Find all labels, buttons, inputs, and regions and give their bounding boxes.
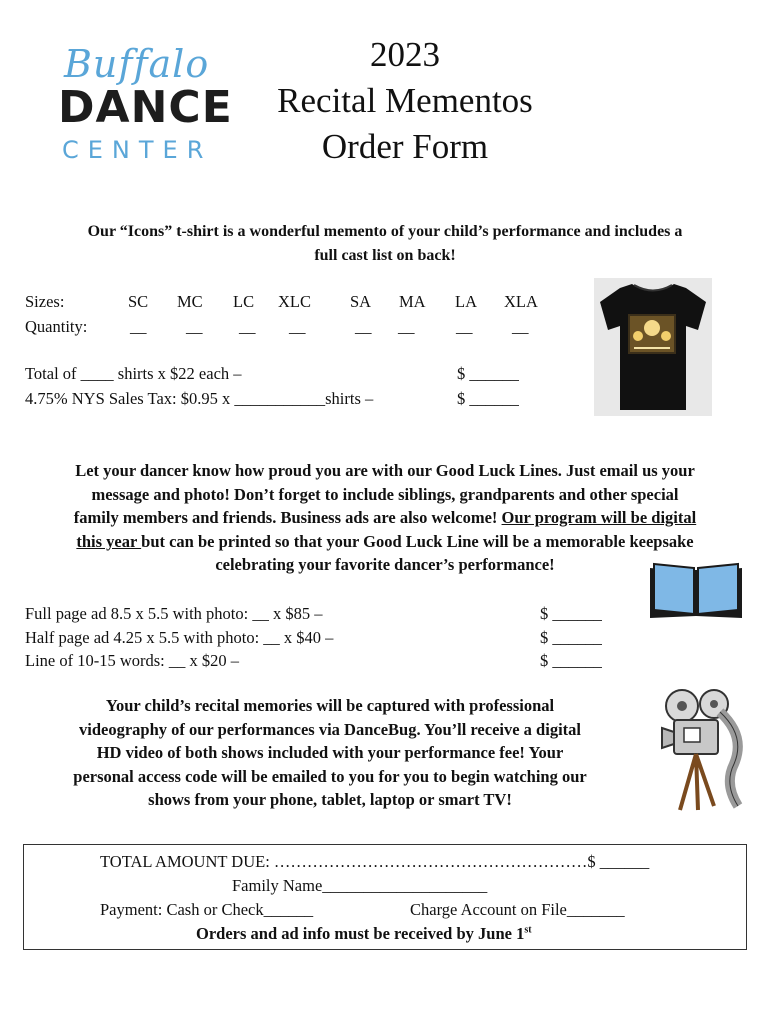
size-la: LA bbox=[455, 292, 477, 311]
title-line3: Order Form bbox=[321, 127, 489, 166]
tshirt-image bbox=[594, 278, 712, 416]
ad-line-amount[interactable]: $ ______ bbox=[540, 651, 602, 670]
good-luck-line4b: but can be printed so that your Good Luck Line will be a memorable keepsake bbox=[141, 531, 694, 551]
qty-mc[interactable]: __ bbox=[186, 317, 203, 336]
qty-xla[interactable]: __ bbox=[512, 317, 529, 336]
ad-full-page-amount[interactable]: $ ______ bbox=[540, 604, 602, 623]
good-luck-line3a: family members and friends. Business ads are also welcome! bbox=[73, 508, 502, 527]
this-year-note: this year bbox=[76, 531, 142, 551]
digital-program-note: Our program will be digital bbox=[501, 508, 697, 527]
ad-line-label: Line of 10-15 words: __ x $20 – bbox=[25, 651, 240, 670]
video-paragraph bbox=[20, 694, 640, 812]
logo bbox=[58, 42, 233, 164]
page-title bbox=[220, 32, 590, 170]
tshirt-intro-line1: Our “Icons” t-shirt is a wonderful memento of your child’s performance and includes a bbox=[87, 223, 683, 240]
size-xlc: XLC bbox=[278, 292, 311, 311]
video-line3: HD video of both shows included with your performance fee! Your bbox=[96, 743, 564, 762]
quantity-label: Quantity: bbox=[25, 317, 88, 336]
size-ma: MA bbox=[399, 292, 426, 311]
qty-la[interactable]: __ bbox=[456, 317, 473, 336]
shirt-total-amount[interactable]: $ ______ bbox=[457, 364, 519, 383]
charge-account[interactable]: Charge Account on File_______ bbox=[410, 900, 625, 919]
qty-lc[interactable]: __ bbox=[239, 317, 256, 336]
video-line5: shows from your phone, tablet, laptop or smart TV! bbox=[148, 790, 512, 809]
qty-sa[interactable]: __ bbox=[355, 317, 372, 336]
qty-ma[interactable]: __ bbox=[398, 317, 415, 336]
sizes-label: Sizes: bbox=[25, 292, 65, 311]
ad-full-page-label: Full page ad 8.5 x 5.5 with photo: __ x $85 – bbox=[25, 604, 323, 623]
size-sc: SC bbox=[128, 292, 149, 311]
payment-cash-check[interactable]: Payment: Cash or Check______ bbox=[100, 900, 314, 919]
tshirt-intro bbox=[20, 220, 750, 267]
size-xla: XLA bbox=[504, 292, 538, 311]
family-name-field[interactable]: Family Name____________________ bbox=[232, 876, 488, 895]
order-deadline bbox=[196, 924, 532, 944]
video-line1: Your child’s recital memories will be captured with professional bbox=[105, 696, 555, 715]
title-line2: Recital Mementos bbox=[277, 81, 533, 120]
size-mc: MC bbox=[177, 292, 203, 311]
title-year: 2023 bbox=[370, 35, 440, 74]
open-book-icon bbox=[646, 560, 746, 622]
logo-center: CENTER bbox=[62, 136, 213, 164]
ad-half-page-amount[interactable]: $ ______ bbox=[540, 628, 602, 647]
good-luck-line3 bbox=[12, 506, 758, 530]
order-deadline-suffix: st bbox=[524, 924, 532, 936]
sales-tax-amount[interactable]: $ ______ bbox=[457, 389, 519, 408]
tshirt-intro-line2: full cast list on back! bbox=[314, 246, 456, 264]
size-lc: LC bbox=[233, 292, 255, 311]
film-camera-icon bbox=[650, 684, 750, 816]
video-line4: personal access code will be emailed to you for you to begin watching our bbox=[73, 766, 587, 786]
size-sa: SA bbox=[350, 292, 372, 311]
good-luck-line1: Let your dancer know how proud you are with our Good Luck Lines. Just email us your bbox=[75, 461, 695, 480]
ad-half-page-label: Half page ad 4.25 x 5.5 with photo: __ x $40 – bbox=[25, 628, 334, 647]
good-luck-line5: celebrating your favorite dancer’s performance! bbox=[215, 555, 555, 574]
good-luck-line4 bbox=[12, 530, 758, 554]
logo-script: Buffalo bbox=[64, 42, 210, 86]
sales-tax-line: 4.75% NYS Sales Tax: $0.95 x ___________shirts – bbox=[25, 389, 374, 408]
order-deadline-text: Orders and ad info must be received by June 1 bbox=[196, 924, 525, 943]
logo-dance: DANCE bbox=[58, 82, 233, 133]
shirt-total-line: Total of ____ shirts x $22 each – bbox=[25, 364, 242, 383]
total-amount-due[interactable]: TOTAL AMOUNT DUE: …………………………………………………$ ______ bbox=[100, 852, 650, 871]
good-luck-paragraph bbox=[12, 459, 758, 577]
qty-sc[interactable]: __ bbox=[130, 317, 147, 336]
qty-xlc[interactable]: __ bbox=[289, 317, 306, 336]
good-luck-line2: message and photo! Don’t forget to include siblings, grandparents and other special bbox=[91, 484, 679, 504]
video-line2: videography of our performances via DanceBug. You’ll receive a digital bbox=[79, 719, 581, 739]
